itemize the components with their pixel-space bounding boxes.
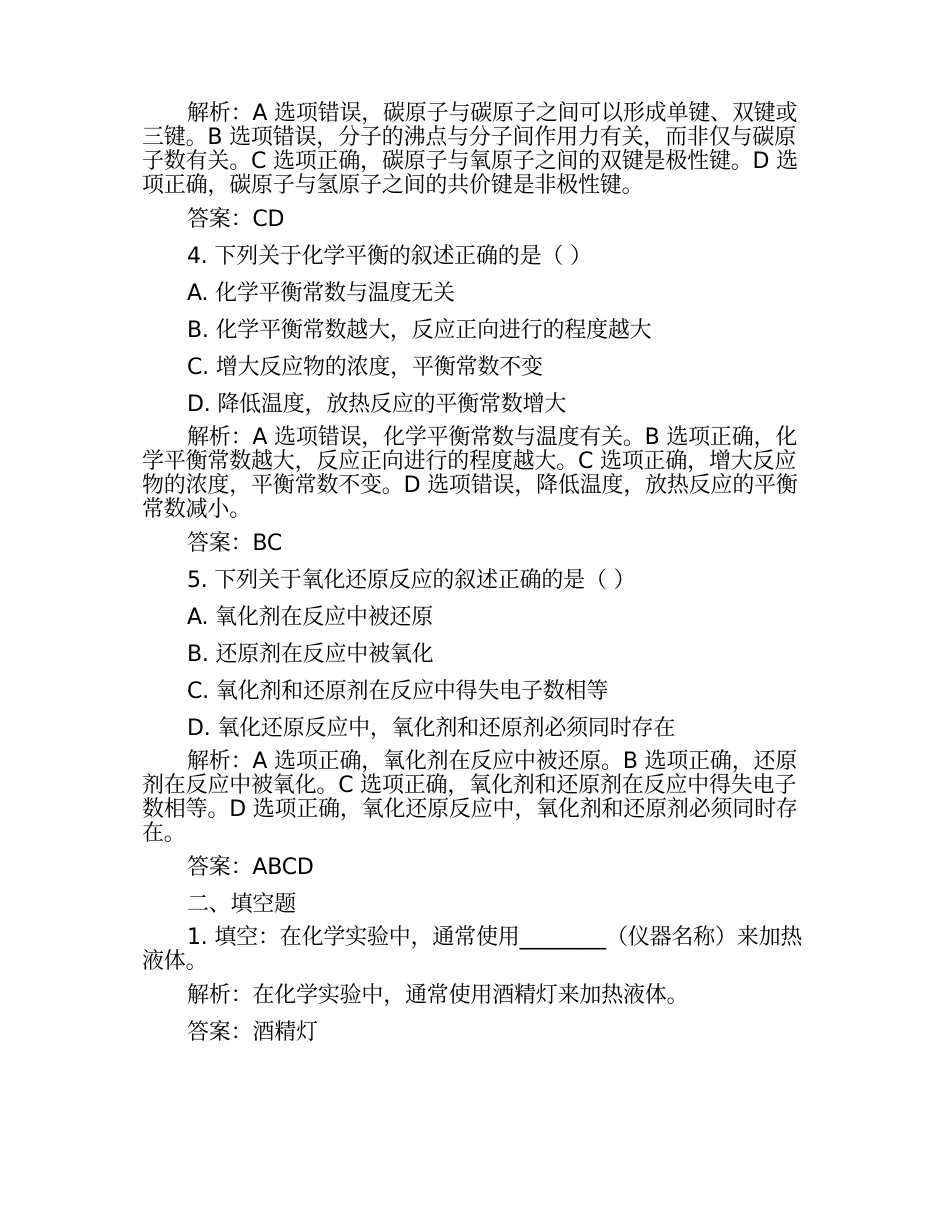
- q4-option-d: D. 降低温度，放热反应的平衡常数增大: [187, 392, 567, 417]
- q5-option-c: C. 氧化剂和还原剂在反应中得失电子数相等: [187, 679, 609, 704]
- q5-option-b: B. 还原剂在反应中被氧化: [187, 642, 434, 667]
- answer-q5: 答案：ABCD: [187, 855, 314, 880]
- analysis-fill-blank-1: 解析：在化学实验中，通常使用酒精灯来加热液体。: [187, 983, 689, 1008]
- q5-option-a: A. 氧化剂在反应中被还原: [187, 605, 434, 630]
- question-5: 5. 下列关于氧化还原反应的叙述正确的是（ ）: [187, 568, 636, 593]
- q4-option-a: A. 化学平衡常数与温度无关: [187, 281, 455, 306]
- analysis-q4: 解析：A 选项错误，化学平衡常数与温度有关。B 选项正确，化学平衡常数越大，反应正向进行的程度越大。C 选项正确，增大反应物的浓度，平衡常数不变。D 选项错误，降低温度，放热反应的平衡常数减小。: [142, 425, 798, 522]
- section-heading-fill-blank: 二、填空题: [187, 892, 297, 917]
- q4-option-b: B. 化学平衡常数越大，反应正向进行的程度越大: [187, 318, 652, 343]
- fill-blank-question-1: 1. 填空：在化学实验中，通常使用________（仪器名称）来加热液体。: [142, 925, 803, 974]
- question-4: 4. 下列关于化学平衡的叙述正确的是（ ）: [187, 244, 592, 269]
- document-content: [142, 102, 810, 1049]
- q5-option-d: D. 氧化还原反应中，氧化剂和还原剂必须同时存在: [187, 716, 676, 741]
- answer-fill-blank-1: 答案：酒精灯: [187, 1020, 318, 1045]
- answer-q3: 答案：CD: [187, 207, 285, 232]
- answer-q4: 答案：BC: [187, 531, 283, 556]
- analysis-q5: 解析：A 选项正确，氧化剂在反应中被还原。B 选项正确，还原剂在反应中被氧化。C 选项正确，氧化剂和还原剂在反应中得失电子数相等。D 选项正确，氧化还原反应中，氧化剂和还原剂必须同时存在。: [142, 749, 798, 846]
- analysis-q3: 解析：A 选项错误，碳原子与碳原子之间可以形成单键、双键或三键。B 选项错误，分子的沸点与分子间作用力有关，而非仅与碳原子数有关。C 选项正确，碳原子与氧原子之间的双键是极性键。D 选项正确，碳原子与氢原子之间的共价键是非极性键。: [142, 101, 798, 198]
- q4-option-c: C. 增大反应物的浓度，平衡常数不变: [187, 355, 543, 380]
